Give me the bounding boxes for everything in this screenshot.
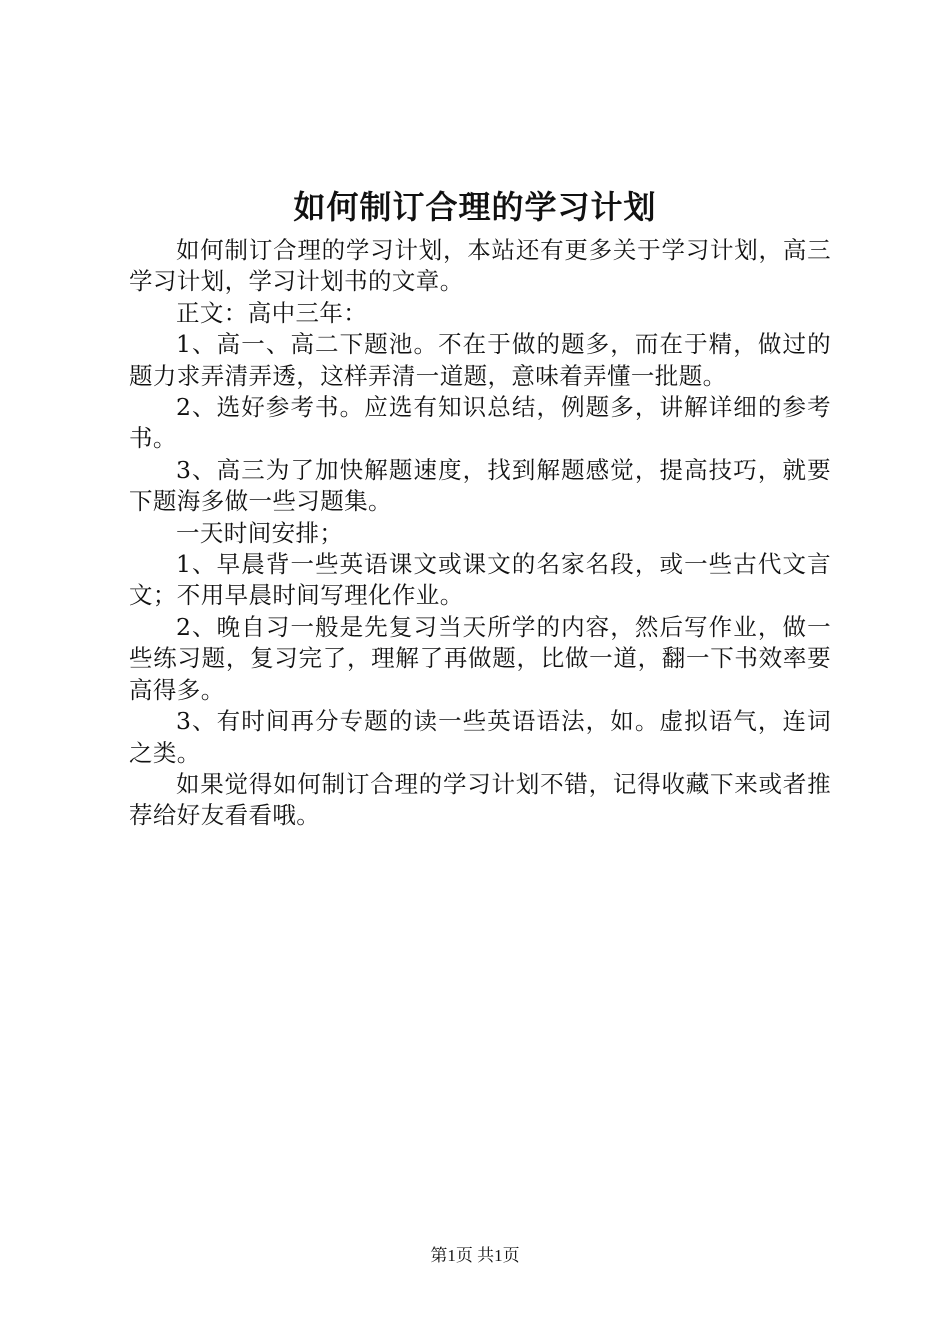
document-body xyxy=(129,235,831,832)
document-title: 如何制订合理的学习计划 xyxy=(293,188,657,226)
paragraph-daily-item-2: 2、晚自习一般是先复习当天所学的内容，然后写作业，做一些练习题，复习完了，理解了再做题，比做一道，翻一下书效率要高得多。 xyxy=(129,612,831,704)
paragraph-closing: 如果觉得如何制订合理的学习计划不错，记得收藏下来或者推荐给好友看看哦。 xyxy=(129,769,831,830)
paragraph-item-1: 1、高一、高二下题池。不在于做的题多，而在于精，做过的题力求弄清弄透，这样弄清一道题，意味着弄懂一批题。 xyxy=(129,330,831,390)
paragraph-section-heading-daily: 一天时间安排； xyxy=(176,518,344,547)
paragraph-item-3: 3、高三为了加快解题速度，找到解题感觉，提高技巧，就要下题海多做一些习题集。 xyxy=(129,455,831,516)
paragraph-daily-item-3: 3、有时间再分专题的读一些英语语法，如。虚拟语气，连词之类。 xyxy=(129,707,831,767)
page-number-footer: 第1页 共1页 xyxy=(430,1246,520,1265)
paragraph-daily-item-1: 1、早晨背一些英语课文或课文的名家名段，或一些古代文言文；不用早晨时间写理化作业。 xyxy=(129,550,831,610)
paragraph-item-2: 2、选好参考书。应选有知识总结，例题多，讲解详细的参考书。 xyxy=(129,393,831,453)
paragraph-section-heading-three-years: 正文：高中三年： xyxy=(176,298,368,327)
paragraph-intro: 如何制订合理的学习计划，本站还有更多关于学习计划，高三学习计划，学习计划书的文章。 xyxy=(129,236,831,296)
